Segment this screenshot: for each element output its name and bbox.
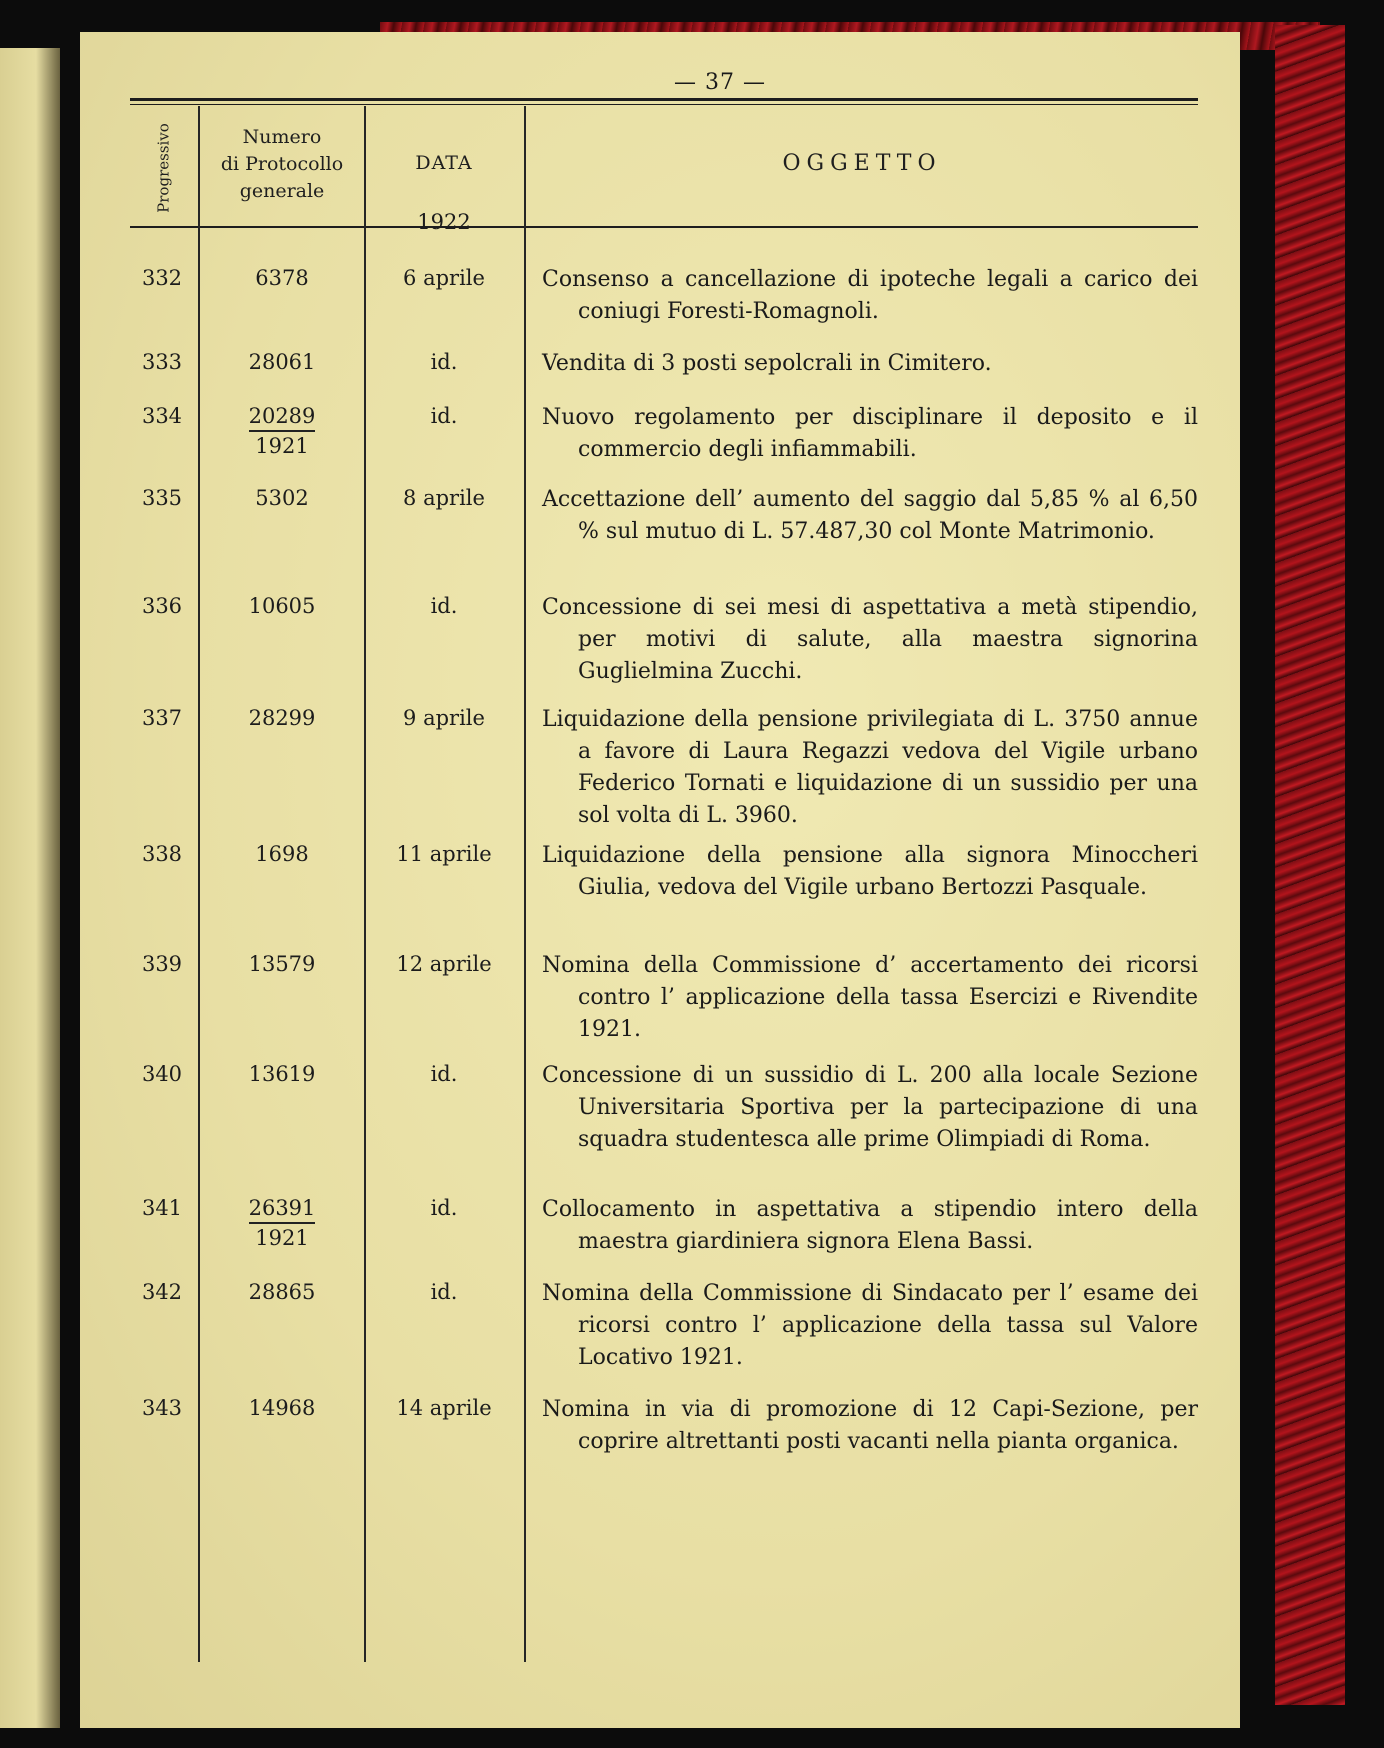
row-protocol-number — [198, 952, 366, 976]
protocol-number: 10605 — [248, 594, 316, 618]
column-divider — [524, 106, 526, 1662]
row-progressive-number: 343 — [141, 1396, 183, 1420]
row-protocol-number — [198, 1196, 366, 1250]
row-date: 14 aprile — [396, 1396, 492, 1420]
row-subject: Nuovo regolamento per disciplinare il deposito e il commercio degli infiammabili. — [542, 405, 1198, 462]
protocol-year: 1921 — [249, 430, 315, 458]
facing-page — [0, 48, 60, 1728]
row-subject: Liquidazione della pensione privilegiata di L. 3750 annue a favore di Laura Regazzi vedova del Vigile urbano Federico Tornati e liquidazione di un sussidio per una sol volta di L. 3960. — [542, 707, 1198, 828]
row-progressive-number: 340 — [141, 1062, 183, 1086]
row-date: id. — [430, 1280, 458, 1304]
protocol-number: 28061 — [248, 350, 316, 374]
row-progressive-number: 333 — [141, 350, 183, 374]
row-subject: Collocamento in aspettativa a stipendio intero della maestra giardiniera signora Elena Bassi. — [542, 1197, 1198, 1254]
row-progressive-number: 334 — [141, 404, 183, 428]
row-progressive-number: 335 — [141, 486, 183, 510]
row-protocol-number — [198, 486, 366, 510]
column-divider — [198, 106, 200, 1662]
header-top-rule — [130, 98, 1198, 101]
row-protocol-number — [198, 1062, 366, 1086]
row-subject: Concessione di un sussidio di L. 200 alla locale Sezione Universitaria Sportiva per la partecipazione di una squadra studentesca alle prime Olimpiadi di Roma. — [542, 1063, 1198, 1152]
protocol-number: 14968 — [248, 1396, 316, 1420]
protocol-number: 13619 — [248, 1062, 316, 1086]
row-protocol-number — [198, 594, 366, 618]
row-progressive-number: 332 — [141, 266, 183, 290]
row-subject: Vendita di 3 posti sepolcrali in Cimitero. — [542, 351, 992, 376]
row-subject: Liquidazione della pensione alla signora Minoccheri Giulia, vedova del Vigile urbano Bertozzi Pasquale. — [542, 843, 1198, 900]
row-subject: Accettazione dell’ aumento del saggio dal 5,85 % al 6,50 % sul mutuo di L. 57.487,30 col Monte Matrimonio. — [542, 487, 1198, 544]
row-protocol-number — [198, 404, 366, 458]
protocol-number: 20289 — [248, 404, 316, 428]
protocol-number: 28299 — [248, 706, 316, 730]
header-top-rule-thin — [130, 104, 1198, 105]
row-progressive-number: 337 — [141, 706, 183, 730]
row-subject: Nomina della Commissione di Sindacato per l’ esame dei ricorsi contro l’ applicazione della tassa sul Valore Locativo 1921. — [542, 1281, 1198, 1370]
row-subject: Consenso a cancellazione di ipoteche legali a carico dei coniugi Foresti-Romagnoli. — [542, 267, 1198, 324]
row-protocol-number — [198, 350, 366, 374]
header-protocol-number: Numero di Protocollo generale — [220, 126, 344, 202]
row-date: id. — [430, 1196, 458, 1220]
row-protocol-number — [198, 842, 366, 866]
row-date: 6 aprile — [403, 266, 485, 290]
row-protocol-number — [198, 1280, 366, 1304]
row-date: 9 aprile — [403, 706, 485, 730]
row-progressive-number: 339 — [141, 952, 183, 976]
protocol-number: 28865 — [248, 1280, 316, 1304]
book-cover-edge — [1275, 25, 1345, 1705]
row-protocol-number — [198, 266, 366, 290]
register-page — [80, 32, 1240, 1728]
protocol-number: 1698 — [255, 842, 309, 866]
page-number: — 37 — — [674, 70, 766, 95]
row-date: id. — [430, 404, 458, 428]
row-progressive-number: 341 — [141, 1196, 183, 1220]
row-protocol-number — [198, 706, 366, 730]
row-subject: Nomina della Commissione d’ accertamento dei ricorsi contro l’ applicazione della tassa Esercizi e Rivendite 1921. — [542, 953, 1198, 1042]
row-protocol-number — [198, 1396, 366, 1420]
year-label: 1922 — [417, 210, 471, 234]
header-subject: OGGETTO — [782, 151, 942, 176]
row-date: 8 aprile — [403, 486, 485, 510]
row-date: id. — [430, 594, 458, 618]
row-date: 11 aprile — [396, 842, 492, 866]
row-date: id. — [430, 1062, 458, 1086]
row-progressive-number: 338 — [141, 842, 183, 866]
header-bottom-rule — [130, 226, 1198, 228]
protocol-number: 5302 — [255, 486, 309, 510]
column-divider — [364, 106, 366, 1662]
row-date: id. — [430, 350, 458, 374]
protocol-number: 26391 — [248, 1196, 316, 1220]
row-progressive-number: 342 — [141, 1280, 183, 1304]
row-subject: Concessione di sei mesi di aspettativa a metà stipendio, per motivi di salute, alla maestra signorina Guglielmina Zucchi. — [542, 595, 1198, 684]
row-progressive-number: 336 — [141, 594, 183, 618]
protocol-number: 6378 — [255, 266, 309, 290]
row-date: 12 aprile — [396, 952, 492, 976]
header-progressive: Progressivo — [154, 123, 173, 213]
row-subject: Nomina in via di promozione di 12 Capi-Sezione, per coprire altrettanti posti vacanti nella pianta organica. — [542, 1397, 1198, 1454]
protocol-number: 13579 — [248, 952, 316, 976]
header-date: DATA — [415, 152, 473, 174]
protocol-year: 1921 — [249, 1222, 315, 1250]
